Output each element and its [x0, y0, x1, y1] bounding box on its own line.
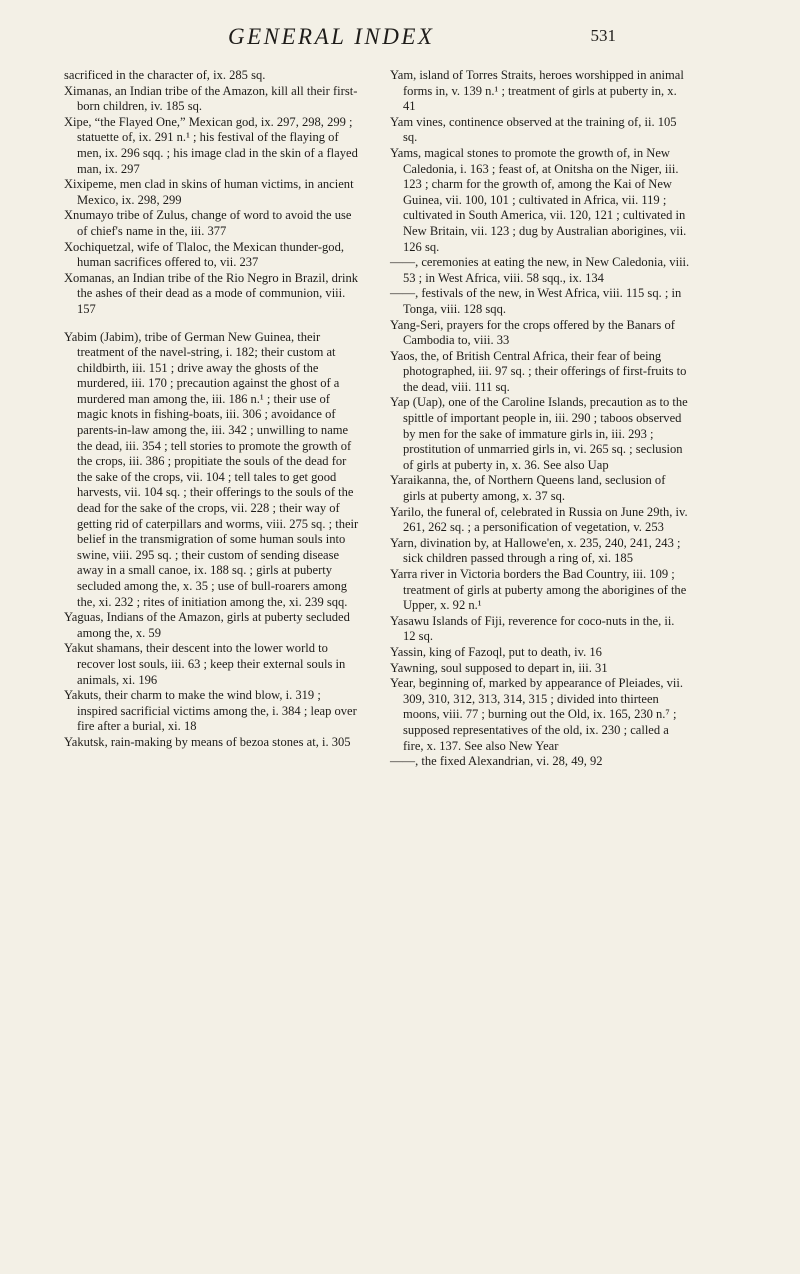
index-entry: Yakuts, their charm to make the wind blow, i. 319 ; inspired sacrificial victims among the, i. 384 ; leap over fire after a burial, xi. 18	[64, 688, 357, 734]
index-entry: Yam vines, continence observed at the training of, ii. 105 sq.	[390, 114, 677, 145]
index-entry: Year, beginning of, marked by appearance of Pleiades, vii. 309, 310, 312, 313, 314, 315 ; divided into thirteen moons, viii. 77 ; burning out the Old, ix. 165, 230 n.⁷ ; supposed representatives of the old, ix. 230 ; called a fire, x. 137. See also New Year	[390, 676, 683, 753]
index-entry: ——, ceremonies at eating the new, in New Caledonia, viii. 53 ; in West Africa, viii. 58 sqq., ix. 134	[390, 255, 690, 285]
index-entry: Yang-Seri, prayers for the crops offered by the Banars of Cambodia to, viii. 33	[390, 317, 675, 348]
index-entry: Yasawu Islands of Fiji, reverence for coco-nuts in the, ii. 12 sq.	[390, 613, 675, 644]
index-entry: Yawning, soul supposed to depart in, iii. 31	[390, 660, 608, 675]
index-entry: Yarn, divination by, at Hallowe'en, x. 235, 240, 241, 243 ; sick children passed through a ring of, xi. 185	[390, 535, 681, 566]
right-column	[390, 68, 690, 770]
index-entry: Yabim (Jabim), tribe of German New Guinea, their treatment of the navel-string, i. 182; their custom at childbirth, iii. 151 ; drive away the ghosts of the murdered, iii. 170 ; precaution against the ghost of a murdered man among the, iii. 186 n.¹ ; their use of magic knots in fishing-boats, iii. 306 ; avoidance of parents-in-law among the, iii. 342 ; unwilling to name the dead, iii. 354 ; tell stories to promote the growth of the crops, iii. 386 ; propitiate the souls of the dead for the sake of the crops, vii. 104 ; tell tales to get good harvests, vii. 104 sq. ; their offerings to the souls of the dead for the sake of the crops, vii. 228 ; their way of getting rid of caterpillars and worms, viii. 275 sq. ; their belief in the transmigration of some human souls into swine, viii. 295 sq. ; their custom of sending disease away in a small canoe, ix. 188 sq. ; girls at puberty secluded among the, x. 35 ; use of bull-roarers among the, xi. 232 ; rites of initiation among the, xi. 239 sqq.	[64, 329, 359, 609]
index-entry: Ximanas, an Indian tribe of the Amazon, kill all their first-born children, iv. 185 sq.	[64, 83, 358, 114]
index-entry: Yaos, the, of British Central Africa, their fear of being photographed, iii. 97 sq. ; their offerings of first-fruits to the dead, viii. 111 sq.	[390, 348, 687, 394]
index-entry: Yams, magical stones to promote the growth of, in New Caledonia, i. 163 ; feast of, at Onitsha on the Niger, iii. 123 ; charm for the growth of, among the Kai of New Guinea, vii. 100, 101 ; cultivated in Africa, vii. 119 ; cultivated in South America, vii. 120, 121 ; cultivated in New Britain, vii. 123 ; dug by Australian aborigines, vii. 126 sq.	[390, 145, 687, 254]
index-entry: Yap (Uap), one of the Caroline Islands, precaution as to the spittle of important people in, iii. 290 ; taboos observed by men for the sake of immature girls in, iii. 293 ; prostitution of unmarried girls in, vi. 265 sq. ; seclusion of girls at puberty in, x. 36. See also Uap	[390, 395, 688, 472]
index-entry: Yaraikanna, the, of Northern Queens land, seclusion of girls at puberty among, x. 37 sq.	[390, 473, 666, 504]
page-number: 531	[590, 26, 616, 45]
index-entry: Xixipeme, men clad in skins of human victims, in ancient Mexico, ix. 298, 299	[64, 177, 354, 207]
index-entry: Xomanas, an Indian tribe of the Rio Negro in Brazil, drink the ashes of their dead as a mode of communion, viii. 157	[64, 270, 359, 316]
index-entry: Yarra river in Victoria borders the Bad Country, iii. 109 ; treatment of girls at puberty among the aborigines of the Upper, x. 92 n.¹	[390, 567, 687, 613]
index-entry: Yaguas, Indians of the Amazon, girls at puberty secluded among the, x. 59	[64, 610, 350, 640]
index-entry: Yakutsk, rain-making by means of bezoa stones at, i. 305	[64, 734, 351, 749]
index-entry: ——, the fixed Alexandrian, vi. 28, 49, 92	[390, 754, 603, 769]
index-entry: Yassin, king of Fazoql, put to death, iv. 16	[390, 644, 602, 659]
index-entry: sacrificed in the character of, ix. 285 sq.	[64, 68, 266, 82]
index-entry: Yarilo, the funeral of, celebrated in Russia on June 29th, iv. 261, 262 sq. ; a personification of vegetation, v. 253	[390, 504, 688, 535]
index-entry: Yam, island of Torres Straits, heroes worshipped in animal forms in, v. 139 n.¹ ; treatment of girls at puberty in, x. 41	[390, 68, 684, 114]
running-head: GENERAL INDEX	[228, 24, 435, 49]
index-entry: Xnumayo tribe of Zulus, change of word to avoid the use of chief's name in the, iii. 377	[64, 208, 352, 238]
left-column	[64, 68, 360, 751]
index-entry: Xipe, “the Flayed One,” Mexican god, ix. 297, 298, 299 ; statuette of, ix. 291 n.¹ ; his festival of the flaying of men, ix. 296 sqq. ; his image clad in the skin of a flayed man, ix. 297	[64, 114, 358, 176]
index-entry: Xochiquetzal, wife of Tlaloc, the Mexican thunder-god, human sacrifices offered to, vii. 237	[64, 239, 344, 270]
index-entry: ——, festivals of the new, in West Africa, viii. 115 sq. ; in Tonga, viii. 128 sqq.	[390, 286, 682, 316]
index-entry: Yakut shamans, their descent into the lower world to recover lost souls, iii. 63 ; keep their external souls in animals, xi. 196	[64, 641, 346, 687]
